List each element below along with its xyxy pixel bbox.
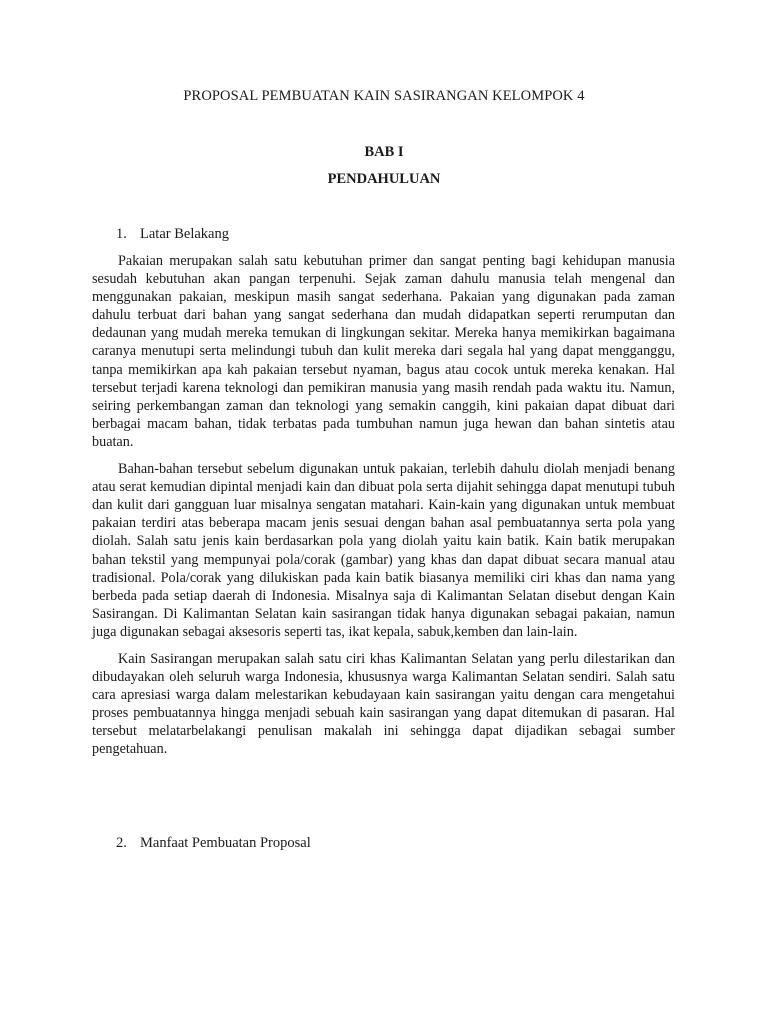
- section-heading-latar-belakang: [116, 226, 229, 243]
- paragraph: Kain Sasirangan merupakan salah satu ciri khas Kalimantan Selatan yang perlu dilestarikan dan dibudayakan oleh seluruh warga Indonesia, khususnya warga Kalimantan Selatan sendiri. Salah satu cara apresiasi warga dalam melestarikan kebudayaan kain sasirangan yaitu dengan cara mengetahui proses pembuatannya hingga menjadi sebuah kain sasirangan yang dapat ditemukan di pasaran. Hal tersebut melatarbelakangi penulisan makalah ini sehingga dapat dijadikan sebagai sumber pengetahuan.: [92, 650, 675, 758]
- section-number: 1.: [116, 226, 127, 242]
- section-heading-manfaat: [116, 835, 311, 852]
- section-body-latar-belakang: [92, 252, 675, 768]
- paragraph: Bahan-bahan tersebut sebelum digunakan untuk pakaian, terlebih dahulu diolah menjadi benang atau serat kemudian dipintal menjadi kain dan dibuat pola serta dijahit sehingga dapat menutupi tubuh dan kulit dari gangguan luar misalnya sengatan matahari. Kain-kain yang digunakan untuk membuat pakaian terdiri atas beberapa macam jenis sesuai dengan bahan asal pembuatannya serta pola yang diolah. Salah satu jenis kain berdasarkan pola yang diolah yaitu kain batik. Kain batik merupakan bahan tekstil yang mempunyai pola/corak (gambar) yang khas dan dapat dibuat secara manual atau tradisional. Pola/corak yang dilukiskan pada kain batik biasanya memiliki ciri khas dan nama yang berbeda pada setiap daerah di Indonesia. Misalnya saja di Kalimantan Selatan disebut dengan Kain Sasirangan. Di Kalimantan Selatan kain sasirangan tidak hanya digunakan sebagai pakaian, namun juga digunakan sebagai aksesoris seperti tas, ikat kepala, sabuk,kemben dan lain-lain.: [92, 461, 675, 640]
- section-title: Manfaat Pembuatan Proposal: [140, 835, 311, 851]
- section-number: 2.: [116, 835, 127, 851]
- document-title: PROPOSAL PEMBUATAN KAIN SASIRANGAN KELOMPOK 4: [183, 88, 585, 104]
- paragraph: Pakaian merupakan salah satu kebutuhan primer dan sangat penting bagi kehidupan manusia sesudah kebutuhan akan pangan terpenuhi. Sejak zaman dahulu manusia telah mengenal dan menggunakan pakaian, meskipun masih sangat sederhana. Pakaian yang digunakan pada zaman dahulu terbuat dari bahan yang sangat sederhana dan mudah didapatkan seperti rerumputan dan dedaunan yang mudah mereka temukan di lingkungan sekitar. Mereka hanya memikirkan bagaimana caranya menutupi serta melindungi tubuh dan kulit mereka dari segala hal yang dapat mengganggu, tanpa memikirkan apa kah pakaian tersebut nyaman, bagus atau cocok untuk mereka kenakan. Hal tersebut terjadi karena teknologi dan pemikiran manusia yang masih rendah pada waktu itu. Namun, seiring perkembangan zaman dan teknologi yang semakin canggih, kini pakaian dapat dibuat dari berbagai macam bahan, tidak terbatas pada tumbuhan namun juga hewan dan bahan sintetis atau buatan.: [92, 253, 675, 450]
- section-title: Latar Belakang: [140, 226, 229, 242]
- chapter-label: BAB I: [364, 144, 404, 160]
- chapter-title: PENDAHULUAN: [327, 171, 441, 187]
